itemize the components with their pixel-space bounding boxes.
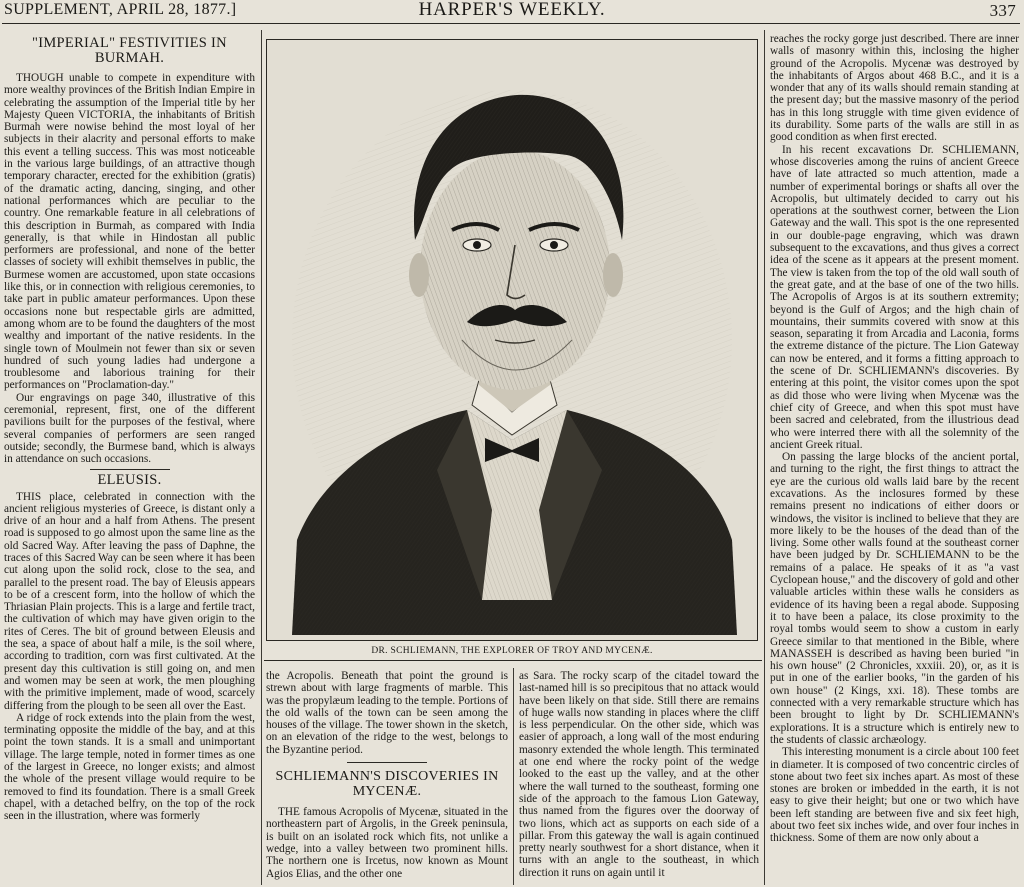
paragraph: On passing the large blocks of the ancient portal, and turning to the right, the first things to attract the eye are the curious old walls laid bare by the recent excavations. As the inclosures formed by these remains present no indications of either doors or windows, the visitor is inclined to believe that they are more likely to be the houses of the dead than of the living. Some other walls found at the southeast corner have been judged by Dr. SCHLIEMANN to be the remains of a palace. He speaks of it as "a vast Cyclopean house," and the discovery of gold and other valuable articles within these walls he considers as evidence of its having been a regal abode. Supposing it to have been a palace, its close proximity to the royal tombs would seem to show a custom in early Greece similar to that mentioned in the Bible, where MANASSEH is described as having been buried "in his own house" (2 Chronicles, xxxiii. 20), or, as it is put in one of the earlier books, "in the garden of his own house" (2 Kings, xxi. 18). These tombs are connected with a very remarkable structure which has been brought to light by Dr. SCHLIEMANN's explorations. It is a structure which is entirely new to the students of classic archæology. bbox=[770, 451, 1019, 746]
paragraph: reaches the rocky gorge just described. There are inner walls of masonry within this, inclosing the higher ground of the Acropolis. Mycenæ was destroyed by the inhabitants of Argos about 468 B.C., and it is a wonder that any of its walls should remain standing at the present day; but the massive masonry of the period has in this long struggle with time given evidence of its durability. Some parts of the walls are still in as good condition as when first erected. bbox=[770, 33, 1019, 144]
paragraph: famous Acropolis of Mycenæ, situated in the northeastern part of Argolis, in the Greek peninsula, is built on an isolated rock which fits, not unlike a wedge, into a valley between two prominent hills. The northern one is Ircetus, now known as Mount Agios Elias, and the other one bbox=[266, 806, 508, 880]
paragraph: the Acropolis. Beneath that point the ground is strewn about with large fragments of marble. This was the propylæum leading to the temple. Portions of the old walls of the town can be seen among the houses of the village. The tower shown in the sketch, on an elevation of the ridge to the west, belongs to the Byzantine period. bbox=[266, 670, 508, 756]
column-3 bbox=[519, 670, 759, 887]
section-rule bbox=[347, 762, 427, 763]
column-divider bbox=[513, 668, 514, 885]
section-rule bbox=[90, 469, 170, 470]
article-heading-imperial: "IMPERIAL" FESTIVITIES IN BURMAH. bbox=[32, 36, 227, 66]
running-head bbox=[0, 0, 1024, 24]
paragraph: Our engravings on page 340, illustrative of this ceremonial, represent, first, one of the different pavilions built for the purposes of the festival, where several companies of performers are seen ranged outside; secondly, the Burmese band, which is always in attendance on such occasions. bbox=[4, 391, 255, 466]
paragraph: A ridge of rock extends into the plain from the west, terminating opposite the middle of the bay, and at this point the town stands. It is a small and unimportant village. The large temple, noted in former times as one of the largest in Greece, no longer exists; and almost the whole of the present village would require to be removed to find its foundation. There is a small Greek chapel, with a detached belfry, on the top of the rock seen in the illustration, where was formerly bbox=[4, 711, 255, 823]
column-2 bbox=[266, 670, 508, 887]
paragraph: as Sara. The rocky scarp of the citadel toward the last-named hill is so precipitous that no attack would have been likely on that side. Still there are remains of huge walls now standing in places where the cliff is less perpendicular. On the other side, which was easier of approach, a long wall of the most enduring masonry extended the whole length. This terminated at one end where the rocky point of the wedge looked to the east up the valley, and at the other where the wall turned to the southeast, forming one side of the approach to the famous Lion Gateway, thus named from the figures over the doorway of two lions, which act as supports on each side of a pillar. From this gateway the wall is again continued pretty nearly southwest for a short distance, when it turns with an angle to the southeast, in which direction it runs on again until it bbox=[519, 670, 759, 879]
header-rule bbox=[2, 23, 1020, 24]
column-divider bbox=[261, 30, 262, 885]
dropcap-word: THOUGH bbox=[16, 72, 64, 84]
page-number: 337 bbox=[989, 1, 1016, 20]
paragraph: In his recent excavations Dr. SCHLIEMANN, whose discoveries among the ruins of ancient Greece have of late attracted so much attention, made a number of experimental borings or shafts all over the Acropolis, but ultimately decided to carry out his operations at the southwest corner, between the Lion Gateway and the wall. This spot is the one represented in our double-page engraving, which was drawn subsequent to the excavations, and thus gives a correct idea of the scene as it appears at the present moment. The view is taken from the top of the old wall south of the great gate, and at the base of one of the two hills. The Acropolis of Argos is at its southern extremity; beyond is the Gulf of Argos; and the high chain of mountains, their summits covered with snow at this season, separating it from Arcadia and Laconia, forms the extreme distance of the picture. The Lion Gateway can now be entered, and it forms a fitting approach to the scene of Dr. SCHLIEMANN's discoveries. By entering at this point, the visitor comes upon the spot as did those who were living when Mycenæ was the chief city of Greece, and when this spot must have been sacred and celebrated, from the illustrious dead who were interred there with all the solemnity of the ancient Greek ritual. bbox=[770, 143, 1019, 451]
caption-rule bbox=[264, 660, 762, 661]
dropcap-word: THIS bbox=[16, 490, 42, 503]
column-divider bbox=[764, 30, 765, 885]
paragraph: This interesting monument is a circle about 100 feet in diameter. It is composed of two concentric circles of stone about two feet six inches apart. As most of these stones are broken or imbedded in the earth, it is not easy to give their height; but one or two which have been left standing are between five and six feet high, about two feet six inches wide, and over four inches in thickness. Some of them are now only about a bbox=[770, 746, 1019, 845]
masthead-title: HARPER'S WEEKLY. bbox=[418, 0, 606, 20]
issue-date: SUPPLEMENT, APRIL 28, 1877.] bbox=[4, 1, 237, 18]
portrait-frame bbox=[266, 39, 758, 641]
dropcap-word: THE bbox=[278, 806, 300, 819]
column-4 bbox=[770, 33, 1019, 887]
portrait-caption: DR. SCHLIEMANN, THE EXPLORER OF TROY AND MYCENÆ. bbox=[371, 646, 653, 656]
article-heading-schliemann: SCHLIEMANN'S DISCOVERIES IN MYCENÆ. bbox=[275, 769, 499, 800]
schliemann-portrait-engraving bbox=[267, 40, 757, 640]
paragraph: place, celebrated in connection with the ancient religious mysteries of Greece, is distant only a drive of an hour and a half from Athens. The present road is supposed to go almost upon the same line as the old Sacred Way. After leaving the pass of Daphne, the traces of this Sacred Way can be seen where it has been cut along upon the solid rock, close to the sea, and parallel to the present road. The bay of Eleusis appears to be of a crescent form, into the hollow of which the Thriasian Plain projects. This is a large and fertile tract, the cultivation of which may have given origin to the rites of Ceres. The bit of ground between Eleusis and the sea, a space of about half a mile, is the soil where, according to tradition, corn was first cultivated. At the present day this cultivation is still going on, and men and women may be seen at work, the men ploughing with the primitive implement, made of wood, scarcely differing from the plough to be seen all over the East. bbox=[4, 490, 255, 712]
article-heading-eleusis: ELEUSIS. bbox=[97, 471, 162, 488]
paragraph: unable to compete in expenditure with more wealthy provinces of the British Indian Empire in celebrating the assumption of the Imperial title by her Majesty Queen VICTORIA, the inhabitants of British Burmah were nowise behind the most loyal of her subjects in their alacrity and personal efforts to make this event a telling success. This was most noticeable in the various large buildings, of an attractive though temporary character, erected for the exhibition (gratis) of the dramatic acting, dancing, singing, and other national performances which are peculiar to the country. One remarkable feature in all celebrations of this description in Burmah, as compared with India generally, is that while in Hindostan all public performers are professional, and none of the better classes of society will exhibit themselves in public, the Burmese women are accustomed, upon state occasions like this, or in connection with religious ceremonies, to take part in public amateur performances. Upon these occasions none but respectable girls are admitted, among whom are to be found the daughters of the most wealthy and important of the native residents. In the single town of Moulmein not fewer than six or seven hundred of such young ladies had undergone a troublesome and laborious training for their performances on "Proclamation-day." bbox=[4, 72, 255, 392]
column-1 bbox=[4, 36, 255, 887]
